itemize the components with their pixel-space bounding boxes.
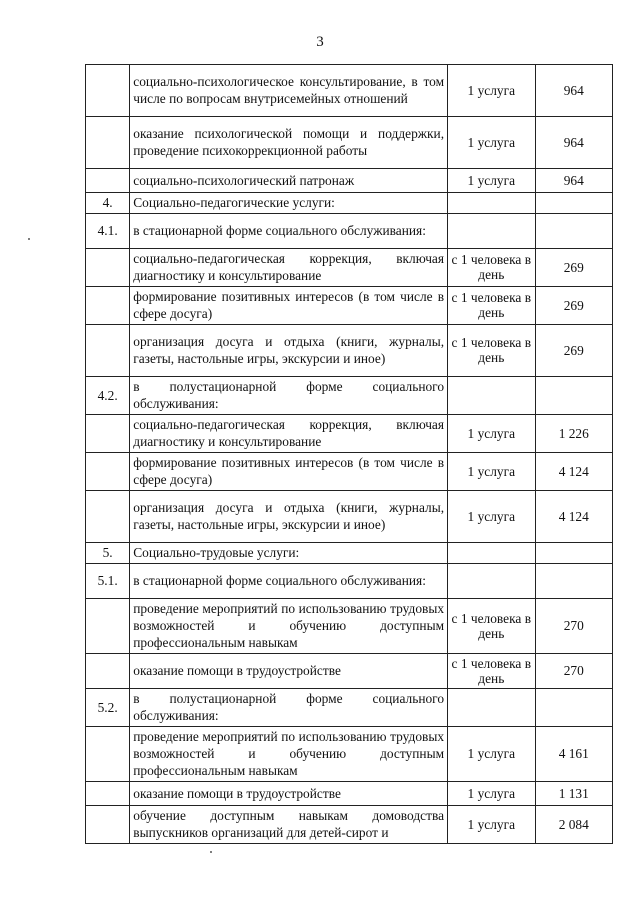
price-cell: 4 161: [535, 727, 612, 782]
page-number: 3: [316, 34, 324, 50]
row-number-cell: 5.: [86, 543, 130, 564]
service-name-cell: оказание помощи в трудоустройстве: [130, 782, 448, 806]
row-number-cell: [86, 117, 130, 169]
table-row: [86, 727, 613, 782]
price-cell: [535, 564, 612, 599]
service-name-cell: формирование позитивных интересов (в том числе в сфере досуга): [130, 453, 448, 491]
table-row: [86, 806, 613, 844]
row-number-cell: [86, 599, 130, 654]
service-name-cell: Социально-педагогические услуги:: [130, 193, 448, 214]
row-number-cell: 4.1.: [86, 214, 130, 249]
service-name-cell: оказание помощи в трудоустройстве: [130, 654, 448, 689]
price-cell: [535, 193, 612, 214]
unit-cell: [448, 564, 535, 599]
table-row: [86, 377, 613, 415]
service-name-cell: организация досуга и отдыха (книги, журналы, газеты, настольные игры, экскурсии и иное): [130, 325, 448, 377]
table-row: [86, 689, 613, 727]
price-cell: [535, 543, 612, 564]
service-name-cell: организация досуга и отдыха (книги, журналы, газеты, настольные игры, экскурсии и иное): [130, 491, 448, 543]
table-row: [86, 599, 613, 654]
price-cell: 2 084: [535, 806, 612, 844]
table-row: [86, 325, 613, 377]
table-row: [86, 453, 613, 491]
table-row: [86, 491, 613, 543]
service-name-cell: социально-педагогическая коррекция, включая диагностику и консультирование: [130, 249, 448, 287]
row-number-cell: [86, 169, 130, 193]
unit-cell: 1 услуга: [448, 806, 535, 844]
table-row: [86, 65, 613, 117]
services-table-body: [86, 65, 613, 844]
price-cell: 269: [535, 287, 612, 325]
unit-cell: 1 услуга: [448, 117, 535, 169]
price-cell: 964: [535, 65, 612, 117]
service-name-cell: в полустационарной форме социального обслуживания:: [130, 689, 448, 727]
services-price-table: [85, 64, 613, 844]
row-number-cell: [86, 727, 130, 782]
table-row: [86, 117, 613, 169]
unit-cell: [448, 543, 535, 564]
table-row: [86, 543, 613, 564]
price-cell: 964: [535, 169, 612, 193]
table-row: [86, 169, 613, 193]
unit-cell: с 1 человека в день: [448, 287, 535, 325]
price-cell: [535, 214, 612, 249]
unit-cell: с 1 человека в день: [448, 599, 535, 654]
unit-cell: 1 услуга: [448, 453, 535, 491]
price-cell: [535, 689, 612, 727]
price-cell: 270: [535, 654, 612, 689]
service-name-cell: социально-психологическое консультирование, в том числе по вопросам внутрисемейных отношений: [130, 65, 448, 117]
price-cell: 269: [535, 325, 612, 377]
table-row: [86, 564, 613, 599]
service-name-cell: в полустационарной форме социального обслуживания:: [130, 377, 448, 415]
row-number-cell: [86, 806, 130, 844]
unit-cell: 1 услуга: [448, 65, 535, 117]
table-row: [86, 193, 613, 214]
row-number-cell: [86, 491, 130, 543]
unit-cell: с 1 человека в день: [448, 325, 535, 377]
price-cell: 1 226: [535, 415, 612, 453]
row-number-cell: 5.1.: [86, 564, 130, 599]
row-number-cell: [86, 325, 130, 377]
service-name-cell: в стационарной форме социального обслуживания:: [130, 564, 448, 599]
price-cell: 964: [535, 117, 612, 169]
table-row: [86, 287, 613, 325]
unit-cell: с 1 человека в день: [448, 654, 535, 689]
table-row: [86, 782, 613, 806]
row-number-cell: [86, 249, 130, 287]
unit-cell: 1 услуга: [448, 415, 535, 453]
service-name-cell: Социально-трудовые услуги:: [130, 543, 448, 564]
table-row: [86, 249, 613, 287]
row-number-cell: 4.2.: [86, 377, 130, 415]
unit-cell: 1 услуга: [448, 169, 535, 193]
row-number-cell: [86, 782, 130, 806]
service-name-cell: социально-психологический патронаж: [130, 169, 448, 193]
service-name-cell: оказание психологической помощи и поддержки, проведение психокоррекционной работы: [130, 117, 448, 169]
row-number-cell: [86, 65, 130, 117]
price-cell: 4 124: [535, 453, 612, 491]
row-number-cell: [86, 453, 130, 491]
unit-cell: 1 услуга: [448, 782, 535, 806]
unit-cell: [448, 689, 535, 727]
unit-cell: [448, 377, 535, 415]
price-cell: 1 131: [535, 782, 612, 806]
service-name-cell: социально-педагогическая коррекция, включая диагностику и консультирование: [130, 415, 448, 453]
service-name-cell: проведение мероприятий по использованию трудовых возможностей и обучению доступным профессиональным навыкам: [130, 599, 448, 654]
price-cell: [535, 377, 612, 415]
service-name-cell: формирование позитивных интересов (в том числе в сфере досуга): [130, 287, 448, 325]
scan-speck: [28, 238, 30, 240]
row-number-cell: [86, 415, 130, 453]
unit-cell: [448, 214, 535, 249]
unit-cell: 1 услуга: [448, 491, 535, 543]
scan-speck: [210, 851, 212, 853]
unit-cell: с 1 человека в день: [448, 249, 535, 287]
row-number-cell: [86, 287, 130, 325]
row-number-cell: [86, 654, 130, 689]
table-row: [86, 415, 613, 453]
service-name-cell: проведение мероприятий по использованию трудовых возможностей и обучению доступным профессиональным навыкам: [130, 727, 448, 782]
price-cell: 270: [535, 599, 612, 654]
unit-cell: [448, 193, 535, 214]
row-number-cell: 5.2.: [86, 689, 130, 727]
table-row: [86, 214, 613, 249]
service-name-cell: в стационарной форме социального обслуживания:: [130, 214, 448, 249]
price-cell: 4 124: [535, 491, 612, 543]
service-name-cell: обучение доступным навыкам домоводства выпускников организаций для детей-сирот и: [130, 806, 448, 844]
table-row: [86, 654, 613, 689]
unit-cell: 1 услуга: [448, 727, 535, 782]
row-number-cell: 4.: [86, 193, 130, 214]
price-cell: 269: [535, 249, 612, 287]
